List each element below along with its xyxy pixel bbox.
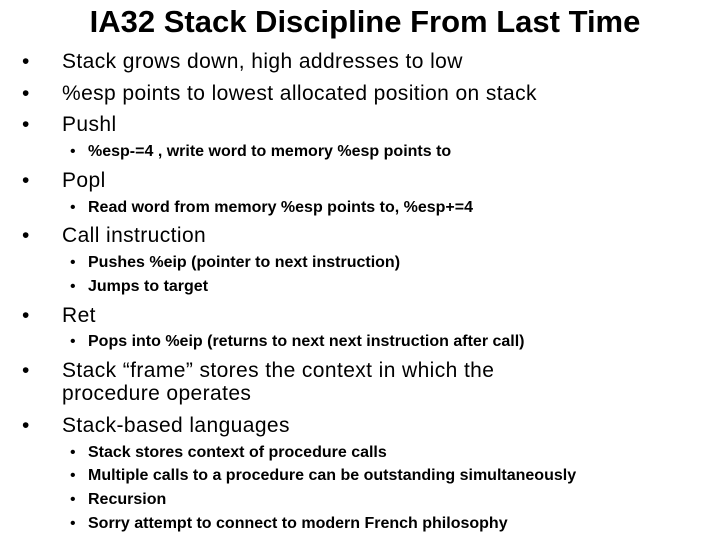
bullet-text: Stack “frame” stores the context in which the bbox=[62, 359, 495, 382]
bullet-marker: • bbox=[22, 224, 30, 247]
bullet-marker: • bbox=[70, 467, 76, 484]
bullet-text: Ret bbox=[62, 304, 96, 327]
bullet-text: Popl bbox=[62, 169, 106, 192]
bullet-marker: • bbox=[22, 169, 30, 192]
bullet-marker: • bbox=[22, 359, 30, 382]
bullet-marker: • bbox=[70, 143, 76, 160]
bullet-text: Pushes %eip (pointer to next instruction) bbox=[88, 254, 401, 271]
bullet-text: Pushl bbox=[62, 113, 117, 136]
slide-title: IA32 Stack Discipline From Last Time bbox=[89, 4, 641, 39]
bullet-text: Recursion bbox=[88, 491, 167, 508]
bullet-marker: • bbox=[70, 515, 76, 532]
bullet-text: Sorry attempt to connect to modern French philosophy bbox=[88, 515, 508, 532]
bullet-marker: • bbox=[70, 278, 76, 295]
bullet-text: procedure operates bbox=[62, 382, 252, 405]
bullet-text: Pops into %eip (returns to next next instruction after call) bbox=[88, 333, 525, 350]
bullet-marker: • bbox=[22, 82, 30, 105]
bullet-text: Stack-based languages bbox=[62, 414, 290, 437]
bullet-text: Read word from memory %esp points to, %esp+=4 bbox=[88, 199, 473, 216]
bullet-text: Stack stores context of procedure calls bbox=[88, 444, 387, 461]
bullet-marker: • bbox=[70, 491, 76, 508]
bullet-text: Call instruction bbox=[62, 224, 207, 247]
bullet-marker: • bbox=[22, 414, 30, 437]
bullet-text: Multiple calls to a procedure can be outstanding simultaneously bbox=[88, 467, 577, 484]
bullet-marker: • bbox=[70, 333, 76, 350]
bullet-marker: • bbox=[70, 254, 76, 271]
bullet-text: %esp-=4 , write word to memory %esp points to bbox=[88, 143, 452, 160]
bullet-text: Jumps to target bbox=[88, 278, 209, 295]
bullet-marker: • bbox=[22, 113, 30, 136]
bullet-text: %esp points to lowest allocated position on stack bbox=[62, 82, 537, 105]
bullet-marker: • bbox=[22, 304, 30, 327]
bullet-text: Stack grows down, high addresses to low bbox=[62, 50, 463, 73]
bullet-marker: • bbox=[22, 50, 30, 73]
bullet-marker: • bbox=[70, 444, 76, 461]
bullet-marker: • bbox=[70, 199, 76, 216]
